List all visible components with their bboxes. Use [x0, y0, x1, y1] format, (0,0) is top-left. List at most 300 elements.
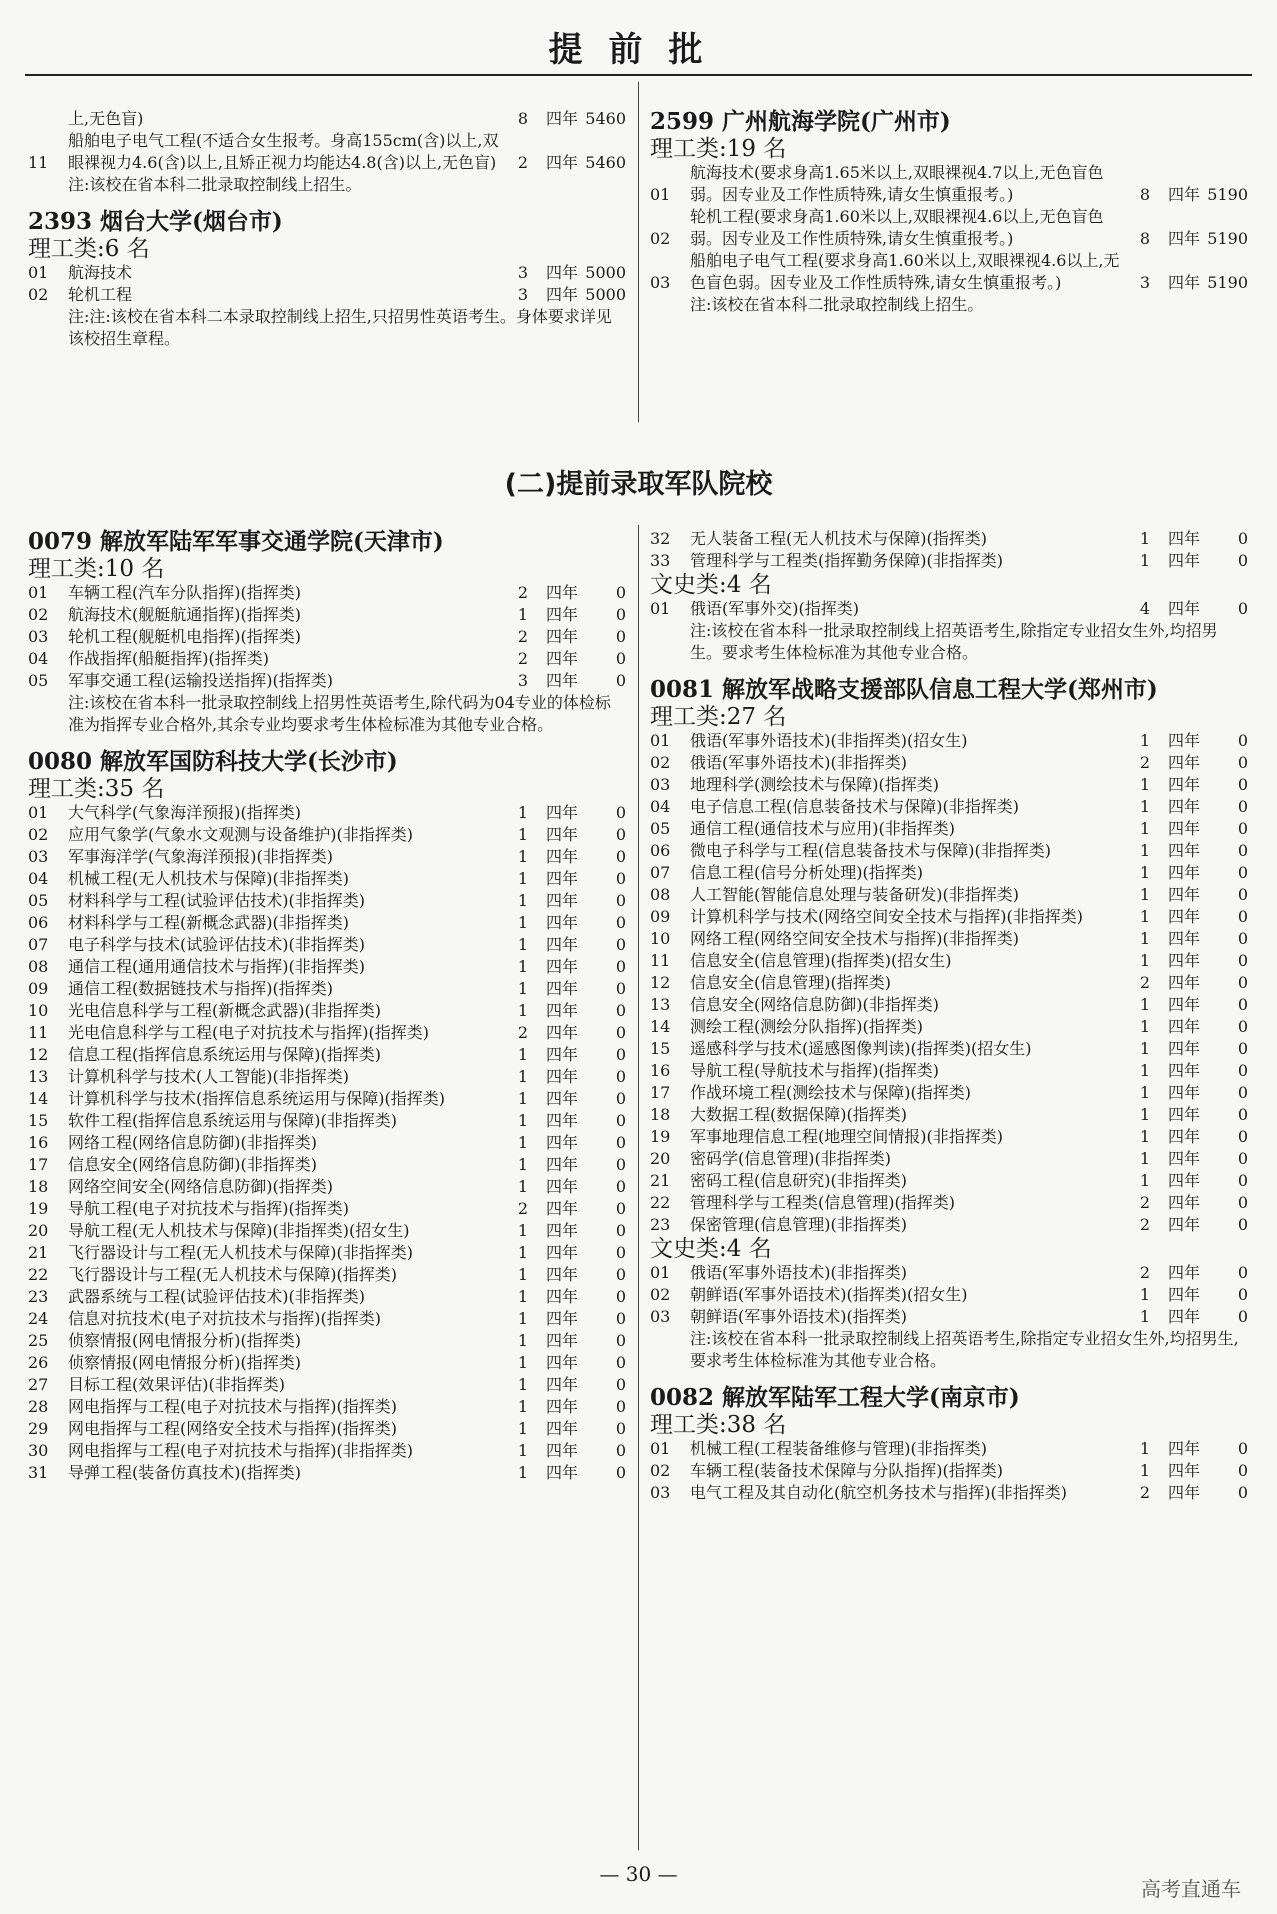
enrollment-count: 1 — [517, 1309, 528, 1328]
major-entry — [28, 1352, 626, 1374]
major-entry — [28, 824, 626, 846]
category-heading: 文史类:4 名 — [650, 572, 772, 598]
university-city: (长沙市) — [307, 748, 398, 775]
enrollment-count: 1 — [517, 1463, 528, 1482]
university-name: 解放军国防科技大学 — [100, 748, 308, 775]
major-code: 03 — [28, 627, 49, 646]
admission-note: 注:该校在省本科二批录取控制线上招生。 — [690, 295, 984, 314]
major-name: 计算机科学与技术(网络空间安全技术与指挥)(非指挥类) — [690, 907, 1083, 926]
major-name: 信息工程(信号分析处理)(指挥类) — [690, 863, 923, 882]
tuition-fee: 0 — [1237, 885, 1248, 904]
study-duration: 四年 — [545, 1397, 578, 1416]
tuition-fee: 0 — [1237, 1263, 1248, 1282]
major-code: 13 — [650, 995, 671, 1014]
enrollment-count: 1 — [1139, 1307, 1150, 1326]
major-name: 朝鲜语(军事外语技术)(指挥类) — [690, 1307, 907, 1326]
tuition-fee: 0 — [615, 847, 626, 866]
tuition-fee: 0 — [615, 671, 626, 690]
enrollment-count: 1 — [517, 1265, 528, 1284]
study-duration: 四年 — [1167, 995, 1200, 1014]
major-name: 人工智能(智能信息处理与装备研发)(非指挥类) — [690, 885, 1019, 904]
major-code: 14 — [650, 1017, 671, 1036]
tuition-fee: 0 — [1237, 1127, 1248, 1146]
enrollment-count: 3 — [517, 285, 528, 304]
enrollment-count: 2 — [1139, 1483, 1150, 1502]
category-heading: 理工类:6 名 — [28, 236, 150, 262]
major-entry — [28, 626, 626, 648]
major-code: 11 — [28, 1023, 49, 1042]
tuition-fee: 0 — [1237, 1461, 1248, 1480]
major-entry — [28, 934, 626, 956]
major-entry — [28, 648, 626, 670]
enrollment-count: 3 — [517, 671, 528, 690]
major-name: 计算机科学与技术(指挥信息系统运用与保障)(指挥类) — [68, 1089, 445, 1108]
study-duration: 四年 — [1167, 885, 1200, 904]
enrollment-count: 1 — [517, 1001, 528, 1020]
major-name: 通信工程(数据链技术与指挥)(指挥类) — [68, 979, 333, 998]
major-entry — [650, 1482, 1248, 1504]
major-code: 05 — [28, 671, 49, 690]
study-duration: 四年 — [545, 263, 578, 282]
study-duration: 四年 — [1167, 185, 1200, 204]
major-entry — [650, 1016, 1248, 1038]
study-duration: 四年 — [1167, 819, 1200, 838]
major-name: 大气科学(气象海洋预报)(指挥类) — [68, 803, 301, 822]
enrollment-count: 1 — [517, 1243, 528, 1262]
major-name: 地理科学(测绘技术与保障)(指挥类) — [690, 775, 939, 794]
major-name: 大数据工程(数据保障)(指挥类) — [690, 1105, 907, 1124]
study-duration: 四年 — [545, 1023, 578, 1042]
tuition-fee: 0 — [615, 627, 626, 646]
university-heading — [28, 748, 626, 776]
tuition-fee: 0 — [1237, 1285, 1248, 1304]
major-code: 15 — [650, 1039, 671, 1058]
enrollment-count: 3 — [517, 263, 528, 282]
major-entry — [650, 1060, 1248, 1082]
major-code: 01 — [650, 599, 671, 618]
major-code: 11 — [650, 951, 671, 970]
enrollment-count: 1 — [517, 913, 528, 932]
major-code: 17 — [650, 1083, 671, 1102]
enrollment-count: 1 — [517, 847, 528, 866]
major-entry — [28, 1374, 626, 1396]
study-duration: 四年 — [1167, 951, 1200, 970]
tuition-fee: 0 — [1237, 1439, 1248, 1458]
enrollment-count: 8 — [517, 109, 528, 128]
major-code: 12 — [28, 1045, 49, 1064]
university-city: (郑州市) — [1067, 676, 1158, 703]
study-duration: 四年 — [545, 1111, 578, 1130]
major-entry — [28, 1418, 626, 1440]
major-name: 轮机工程 — [68, 285, 133, 304]
study-duration: 四年 — [1167, 973, 1200, 992]
major-name: 俄语(军事外语技术)(非指挥类) — [690, 1263, 907, 1282]
enrollment-count: 2 — [1139, 1263, 1150, 1282]
tuition-fee: 0 — [1237, 1171, 1248, 1190]
university-code: 2599 — [650, 108, 715, 135]
major-entry — [650, 840, 1248, 862]
major-name: 导航工程(导航技术与指挥)(指挥类) — [690, 1061, 939, 1080]
major-entry — [28, 912, 626, 934]
study-duration: 四年 — [545, 1177, 578, 1196]
enrollment-count: 1 — [1139, 1149, 1150, 1168]
major-code: 06 — [650, 841, 671, 860]
tuition-fee: 0 — [1237, 951, 1248, 970]
category-heading: 理工类:27 名 — [650, 704, 787, 730]
enrollment-count: 1 — [517, 935, 528, 954]
study-duration: 四年 — [1167, 1127, 1200, 1146]
enrollment-count: 1 — [517, 1441, 528, 1460]
major-name: 俄语(军事外语技术)(非指挥类) — [690, 753, 907, 772]
major-entry — [28, 1176, 626, 1198]
tuition-fee: 0 — [615, 1023, 626, 1042]
major-entry — [650, 162, 1248, 206]
major-entry — [650, 1126, 1248, 1148]
enrollment-count: 2 — [517, 1023, 528, 1042]
enrollment-count: 1 — [1139, 551, 1150, 570]
admission-note: 注:该校在省本科一批录取控制线上招男性英语考生,除代码为04专业的体检标准为指挥专业合格外,其余专业均要求考生体检标准为其他专业合格。 — [68, 693, 611, 734]
tuition-fee: 0 — [615, 1353, 626, 1372]
enrollment-count: 2 — [1139, 1193, 1150, 1212]
tuition-fee: 5190 — [1207, 229, 1248, 248]
major-entry — [650, 598, 1248, 620]
major-entry — [650, 1038, 1248, 1060]
university-heading — [28, 208, 626, 236]
major-code: 19 — [28, 1199, 49, 1218]
major-entry — [28, 802, 626, 824]
major-entry — [28, 890, 626, 912]
major-entry — [28, 1330, 626, 1352]
major-code: 03 — [650, 775, 671, 794]
major-entry — [650, 550, 1248, 572]
tuition-fee: 0 — [615, 957, 626, 976]
tuition-fee: 0 — [615, 1375, 626, 1394]
enrollment-count: 2 — [517, 649, 528, 668]
major-code: 24 — [28, 1309, 49, 1328]
enrollment-count: 1 — [1139, 951, 1150, 970]
enrollment-count: 2 — [517, 627, 528, 646]
tuition-fee: 0 — [615, 869, 626, 888]
major-name: 网电指挥与工程(电子对抗技术与指挥)(指挥类) — [68, 1397, 397, 1416]
major-entry — [650, 884, 1248, 906]
study-duration: 四年 — [1167, 1017, 1200, 1036]
tuition-fee: 0 — [615, 1265, 626, 1284]
university-name: 烟台大学 — [100, 208, 193, 235]
column-top-right — [650, 108, 1248, 316]
major-entry — [650, 862, 1248, 884]
enrollment-count: 1 — [1139, 885, 1150, 904]
major-entry — [650, 796, 1248, 818]
study-duration: 四年 — [545, 825, 578, 844]
enrollment-count: 1 — [1139, 1017, 1150, 1036]
enrollment-count: 1 — [1139, 819, 1150, 838]
major-code: 18 — [650, 1105, 671, 1124]
study-duration: 四年 — [545, 1155, 578, 1174]
major-code: 01 — [28, 583, 49, 602]
study-duration: 四年 — [545, 583, 578, 602]
major-name: 信息安全(网络信息防御)(非指挥类) — [690, 995, 939, 1014]
study-duration: 四年 — [545, 847, 578, 866]
tuition-fee: 0 — [1237, 995, 1248, 1014]
tuition-fee: 0 — [1237, 775, 1248, 794]
study-duration: 四年 — [545, 1375, 578, 1394]
major-name: 网络工程(网络空间安全技术与指挥)(非指挥类) — [690, 929, 1019, 948]
tuition-fee: 0 — [615, 1067, 626, 1086]
enrollment-count: 2 — [1139, 1215, 1150, 1234]
major-entry — [650, 1192, 1248, 1214]
university-city: (天津市) — [353, 528, 444, 555]
tuition-fee: 0 — [615, 935, 626, 954]
tuition-fee: 0 — [1237, 841, 1248, 860]
major-code: 16 — [650, 1061, 671, 1080]
major-code: 02 — [28, 605, 49, 624]
major-name: 侦察情报(网电情报分析)(指挥类) — [68, 1331, 301, 1350]
major-name: 信息安全(信息管理)(指挥类) — [690, 973, 891, 992]
major-code: 01 — [650, 185, 671, 204]
major-entry — [28, 1440, 626, 1462]
major-entry — [28, 1132, 626, 1154]
enrollment-count: 1 — [517, 1067, 528, 1086]
major-entry — [28, 846, 626, 868]
page-title: 提前批 — [548, 30, 729, 70]
major-code: 02 — [650, 1461, 671, 1480]
major-name: 网电指挥与工程(电子对抗技术与指挥)(非指挥类) — [68, 1441, 413, 1460]
major-code: 32 — [650, 529, 671, 548]
university-name: 解放军陆军军事交通学院 — [100, 528, 354, 555]
section-heading: (二)提前录取军队院校 — [504, 469, 773, 500]
tuition-fee: 5190 — [1207, 273, 1248, 292]
tuition-fee: 0 — [615, 803, 626, 822]
university-city: (南京市) — [929, 1384, 1020, 1411]
study-duration: 四年 — [1167, 1061, 1200, 1080]
study-duration: 四年 — [1167, 599, 1200, 618]
major-name: 轮机工程(舰艇机电指挥)(指挥类) — [68, 627, 301, 646]
enrollment-count: 1 — [517, 1397, 528, 1416]
study-duration: 四年 — [1167, 529, 1200, 548]
major-entry — [650, 906, 1248, 928]
study-duration: 四年 — [1167, 929, 1200, 948]
major-code: 03 — [650, 1307, 671, 1326]
major-code: 14 — [28, 1089, 49, 1108]
enrollment-count: 1 — [517, 957, 528, 976]
study-duration: 四年 — [1167, 1461, 1200, 1480]
study-duration: 四年 — [1167, 731, 1200, 750]
major-entry — [650, 1284, 1248, 1306]
major-entry — [650, 774, 1248, 796]
major-code: 18 — [28, 1177, 49, 1196]
enrollment-count: 1 — [1139, 1083, 1150, 1102]
major-entry — [28, 956, 626, 978]
enrollment-count: 8 — [1139, 229, 1150, 248]
major-name: 朝鲜语(军事外语技术)(指挥类)(招女生) — [690, 1285, 968, 1304]
major-name: 通信工程(通用通信技术与指挥)(非指挥类) — [68, 957, 365, 976]
study-duration: 四年 — [1167, 1171, 1200, 1190]
study-duration: 四年 — [545, 1045, 578, 1064]
study-duration: 四年 — [545, 153, 578, 172]
tuition-fee: 0 — [615, 1331, 626, 1350]
tuition-fee: 0 — [615, 891, 626, 910]
tuition-fee: 0 — [1237, 1039, 1248, 1058]
major-code: 28 — [28, 1397, 49, 1416]
tuition-fee: 0 — [615, 1287, 626, 1306]
study-duration: 四年 — [1167, 1149, 1200, 1168]
university-code: 0081 — [650, 676, 715, 703]
major-entry — [650, 1082, 1248, 1104]
tuition-fee: 0 — [1237, 753, 1248, 772]
study-duration: 四年 — [1167, 907, 1200, 926]
major-entry — [28, 1396, 626, 1418]
major-code: 21 — [28, 1243, 49, 1262]
major-code: 12 — [650, 973, 671, 992]
tuition-fee: 0 — [615, 979, 626, 998]
category-heading: 理工类:38 名 — [650, 1412, 787, 1438]
tuition-fee: 0 — [615, 1463, 626, 1482]
major-name: 航海技术 — [68, 263, 133, 282]
university-heading — [650, 676, 1248, 704]
major-code: 04 — [28, 869, 49, 888]
major-name: 机械工程(工程装备维修与管理)(非指挥类) — [690, 1439, 987, 1458]
major-entry — [28, 1000, 626, 1022]
major-name: 作战环境工程(测绘技术与保障)(指挥类) — [690, 1083, 971, 1102]
major-name: 无人装备工程(无人机技术与保障)(指挥类) — [690, 529, 987, 548]
enrollment-count: 1 — [517, 803, 528, 822]
major-name: 武器系统与工程(试验评估技术)(非指挥类) — [68, 1287, 365, 1306]
major-name: 微电子科学与工程(信息装备技术与保障)(非指挥类) — [690, 841, 1051, 860]
major-entry — [28, 1044, 626, 1066]
study-duration: 四年 — [545, 1441, 578, 1460]
tuition-fee: 0 — [615, 825, 626, 844]
major-entry — [28, 582, 626, 604]
major-code: 23 — [650, 1215, 671, 1234]
major-entry — [650, 972, 1248, 994]
category-heading: 理工类:10 名 — [28, 556, 165, 582]
major-entry — [650, 994, 1248, 1016]
university-heading — [650, 1384, 1248, 1412]
major-name: 信息工程(指挥信息系统运用与保障)(指挥类) — [68, 1045, 381, 1064]
major-code: 21 — [650, 1171, 671, 1190]
university-code: 0079 — [28, 528, 93, 555]
major-entry — [650, 818, 1248, 840]
major-name: 电子科学与技术(试验评估技术)(非指挥类) — [68, 935, 365, 954]
major-code: 01 — [650, 1263, 671, 1282]
tuition-fee: 0 — [615, 1309, 626, 1328]
enrollment-count: 1 — [517, 1155, 528, 1174]
major-entry — [28, 670, 626, 692]
major-code: 03 — [28, 847, 49, 866]
major-name: 目标工程(效果评估)(非指挥类) — [68, 1375, 285, 1394]
major-name: 密码工程(信息研究)(非指挥类) — [690, 1171, 907, 1190]
major-code: 02 — [650, 1285, 671, 1304]
study-duration: 四年 — [545, 1089, 578, 1108]
university-city: (广州市) — [860, 108, 951, 135]
enrollment-count: 1 — [517, 1375, 528, 1394]
major-entry — [28, 1198, 626, 1220]
major-name: 导弹工程(装备仿真技术)(指挥类) — [68, 1463, 301, 1482]
major-code: 19 — [650, 1127, 671, 1146]
study-duration: 四年 — [545, 605, 578, 624]
major-code: 09 — [650, 907, 671, 926]
study-duration: 四年 — [1167, 1215, 1200, 1234]
major-name: 信息对抗技术(电子对抗技术与指挥)(指挥类) — [68, 1309, 381, 1328]
major-code: 01 — [28, 263, 49, 282]
major-code: 03 — [650, 273, 671, 292]
major-name: 军事海洋学(气象海洋预报)(非指挥类) — [68, 847, 333, 866]
enrollment-count: 1 — [1139, 1285, 1150, 1304]
major-name: 通信工程(通信技术与应用)(非指挥类) — [690, 819, 955, 838]
major-code: 05 — [650, 819, 671, 838]
major-name: 机械工程(无人机技术与保障)(非指挥类) — [68, 869, 349, 888]
tuition-fee: 0 — [615, 1243, 626, 1262]
major-entry — [650, 1170, 1248, 1192]
major-name: 管理科学与工程类(信息管理)(指挥类) — [690, 1193, 955, 1212]
major-entry — [28, 978, 626, 1000]
study-duration: 四年 — [1167, 1307, 1200, 1326]
major-code: 02 — [28, 285, 49, 304]
enrollment-count: 1 — [1139, 863, 1150, 882]
major-code: 09 — [28, 979, 49, 998]
study-duration: 四年 — [545, 1067, 578, 1086]
major-name: 材料科学与工程(试验评估技术)(非指挥类) — [68, 891, 365, 910]
study-duration: 四年 — [545, 913, 578, 932]
study-duration: 四年 — [545, 935, 578, 954]
major-name: 军事交通工程(运输投送指挥)(指挥类) — [68, 671, 333, 690]
enrollment-count: 1 — [1139, 995, 1150, 1014]
university-code: 0082 — [650, 1384, 715, 1411]
tuition-fee: 0 — [615, 1441, 626, 1460]
major-code: 02 — [28, 825, 49, 844]
major-name: 电子信息工程(信息装备技术与保障)(非指挥类) — [690, 797, 1019, 816]
university-heading — [28, 528, 626, 556]
major-entry — [650, 752, 1248, 774]
enrollment-count: 1 — [517, 1111, 528, 1130]
university-name: 解放军陆军工程大学 — [722, 1384, 930, 1411]
tuition-fee: 0 — [1237, 1483, 1248, 1502]
major-name: 信息安全(网络信息防御)(非指挥类) — [68, 1155, 317, 1174]
tuition-fee: 0 — [615, 649, 626, 668]
major-entry — [28, 262, 626, 284]
major-entry — [28, 868, 626, 890]
major-entry — [28, 1154, 626, 1176]
major-name: 导航工程(电子对抗技术与指挥)(指挥类) — [68, 1199, 349, 1218]
major-name: 光电信息科学与工程(新概念武器)(非指挥类) — [68, 1001, 381, 1020]
major-entry — [28, 1220, 626, 1242]
column-bottom-right — [650, 528, 1248, 1504]
admission-note: 注:该校在省本科一批录取控制线上招英语考生,除指定专业招女生外,均招男生,要求考生体检标准为其他专业合格。 — [690, 1329, 1239, 1370]
major-name: 密码学(信息管理)(非指挥类) — [690, 1149, 891, 1168]
major-entry — [650, 206, 1248, 250]
enrollment-count: 1 — [517, 1419, 528, 1438]
study-duration: 四年 — [1167, 1285, 1200, 1304]
enrollment-count: 1 — [517, 1045, 528, 1064]
major-entry — [28, 604, 626, 626]
major-name: 船舶电子电气工程(不适合女生报考。身高155cm(含)以上,双眼裸视力4.6(含)以上,且矫正视力均能达4.8(含)以上,无色盲) — [68, 131, 499, 172]
major-code: 01 — [650, 731, 671, 750]
major-name: 军事地理信息工程(地理空间情报)(非指挥类) — [690, 1127, 1003, 1146]
major-code: 22 — [28, 1265, 49, 1284]
enrollment-count: 1 — [1139, 841, 1150, 860]
major-code: 29 — [28, 1419, 49, 1438]
major-name: 遥感科学与技术(遥感图像判读)(指挥类)(招女生) — [690, 1039, 1032, 1058]
major-entry — [28, 1286, 626, 1308]
enrollment-count: 2 — [517, 1199, 528, 1218]
column-top-left — [28, 108, 626, 350]
major-entry — [650, 1148, 1248, 1170]
header-rule — [25, 74, 1252, 76]
enrollment-count: 1 — [517, 1331, 528, 1350]
tuition-fee: 0 — [615, 1045, 626, 1064]
study-duration: 四年 — [1167, 1083, 1200, 1102]
admission-note: 注:注:该校在省本科二本录取控制线上招生,只招男性英语考生。身体要求详见该校招生章程。 — [68, 307, 612, 348]
